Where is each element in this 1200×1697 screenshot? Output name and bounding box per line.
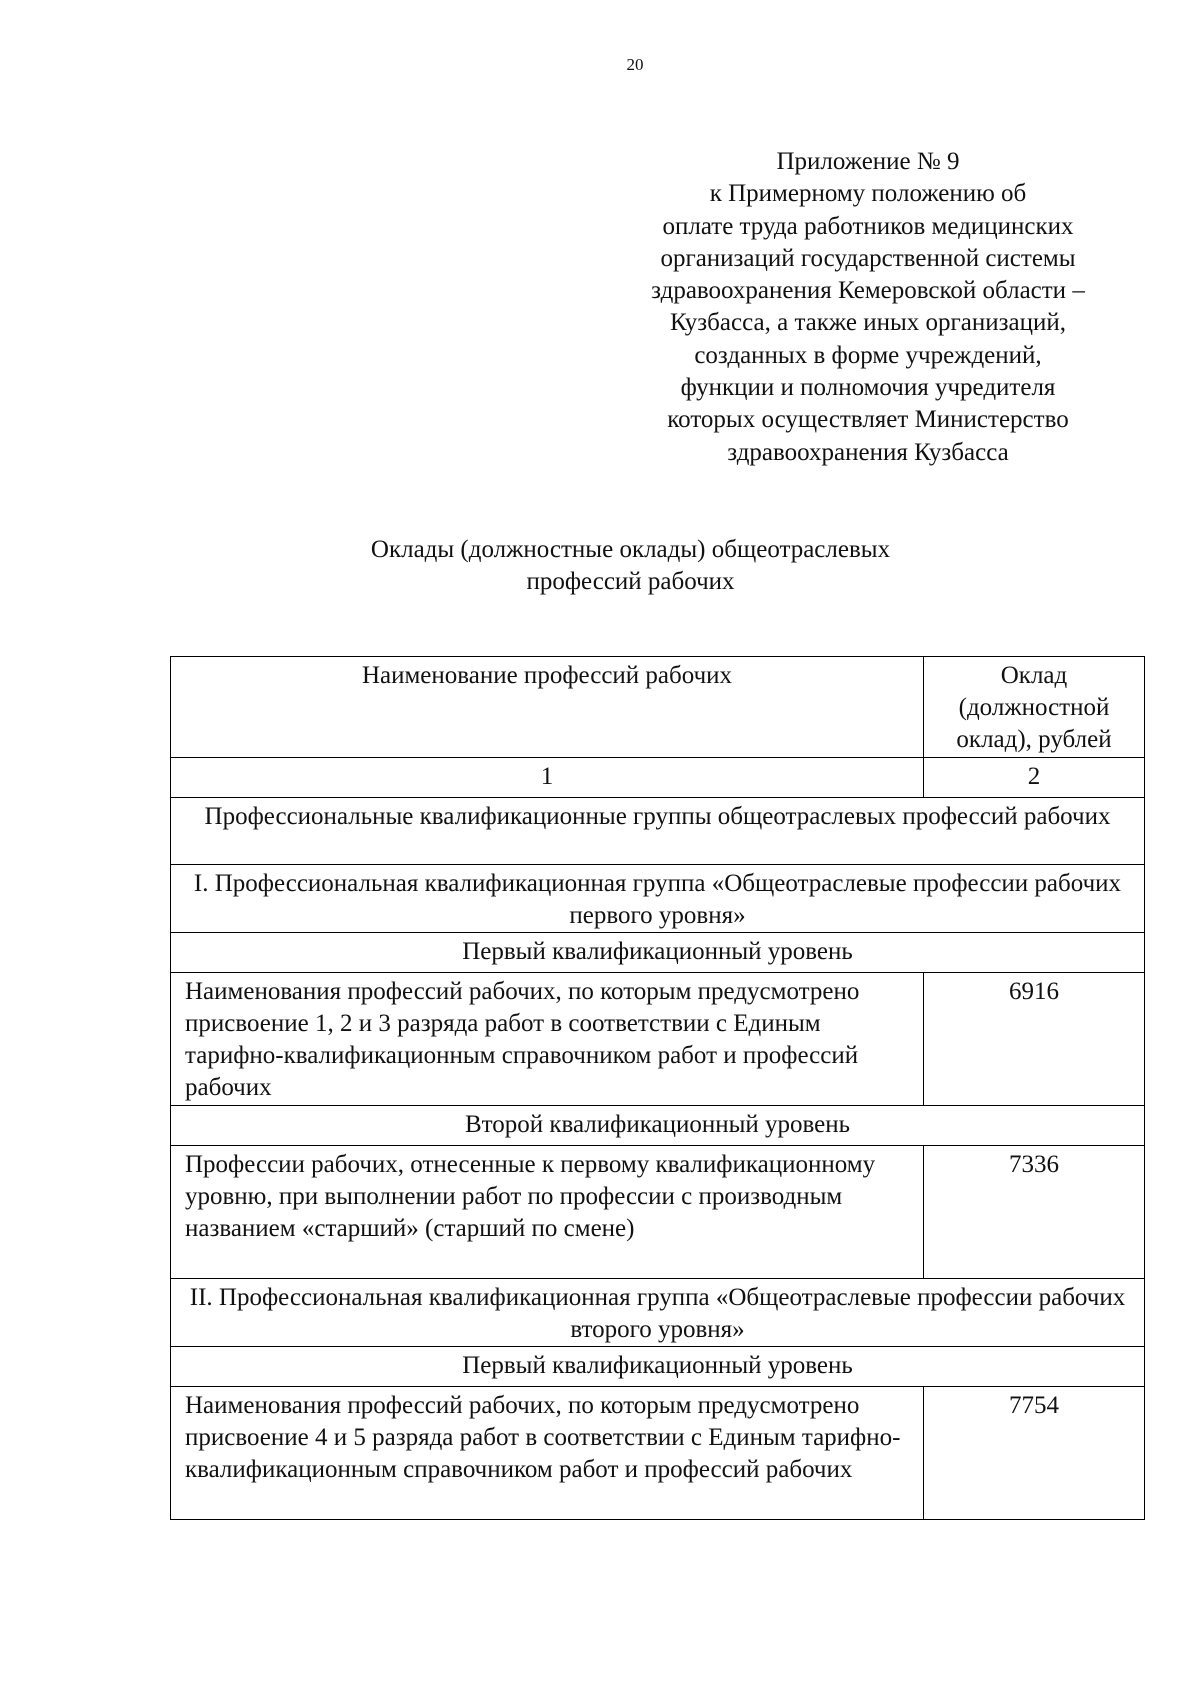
appendix-header bbox=[618, 146, 1118, 469]
group2-level1-salary-cell: 7754 bbox=[924, 1387, 1145, 1520]
group1-level2-title-cell: Второй квалификационный уровень bbox=[171, 1106, 1145, 1146]
appendix-line: здравоохранения Кемеровской области – bbox=[651, 277, 1085, 305]
group-title-row bbox=[171, 1279, 1145, 1347]
level-title-row bbox=[171, 1347, 1145, 1387]
group2-title-cell: II. Профессиональная квалификационная группа «Общеотраслевые профессии рабочих второго уровня» bbox=[171, 1279, 1145, 1347]
table-row bbox=[171, 1146, 1145, 1279]
group2-level1-description-cell: Наименования профессий рабочих, по которым предусмотрено присвоение 4 и 5 разряда работ в соответствии с Единым тарифно-квалификационным справочником работ и профессий рабочих bbox=[171, 1387, 924, 1520]
level-title-row bbox=[171, 1106, 1145, 1146]
table-row bbox=[171, 1387, 1145, 1520]
group1-level1-salary-cell: 6916 bbox=[924, 973, 1145, 1106]
appendix-line: к Примерному положению об bbox=[709, 180, 1027, 208]
appendix-line: Приложение № 9 bbox=[776, 148, 960, 175]
group1-level1-title-cell: Первый квалификационный уровень bbox=[171, 933, 1145, 973]
appendix-line: здравоохранения Кузбасса bbox=[727, 438, 1009, 466]
level-title-row bbox=[171, 933, 1145, 973]
appendix-line: оплате труда работников медицинских bbox=[662, 212, 1074, 240]
group1-level2-salary-cell: 7336 bbox=[924, 1146, 1145, 1279]
title-line: Оклады (должностные оклады) общеотраслевых bbox=[370, 536, 891, 563]
table-row bbox=[171, 973, 1145, 1106]
column-number-cell: 2 bbox=[924, 758, 1145, 798]
column-number-cell: 1 bbox=[171, 758, 924, 798]
group1-title-cell: I. Профессиональная квалификационная группа «Общеотраслевые профессии рабочих первого уровня» bbox=[171, 865, 1145, 933]
group2-level1-title-cell: Первый квалификационный уровень bbox=[171, 1347, 1145, 1387]
section-title-cell: Профессиональные квалификационные группы общеотраслевых профессий рабочих bbox=[171, 798, 1145, 865]
group1-level2-description-cell: Профессии рабочих, отнесенные к первому квалификационному уровню, при выполнении работ по профессии с производным названием «старший» (старший по смене) bbox=[171, 1146, 924, 1279]
appendix-line: организаций государственной системы bbox=[660, 244, 1076, 272]
document-title bbox=[0, 534, 1200, 598]
table-header-row bbox=[171, 657, 1145, 758]
appendix-line: которых осуществляет Министерство bbox=[667, 406, 1069, 434]
title-line: профессий рабочих bbox=[526, 568, 735, 595]
group-title-row bbox=[171, 865, 1145, 933]
header-name-cell: Наименование профессий рабочих bbox=[171, 657, 924, 758]
section-title-row bbox=[171, 798, 1145, 865]
appendix-line: функции и полномочия учредителя bbox=[680, 374, 1056, 402]
header-salary-cell: Оклад (должностной оклад), рублей bbox=[924, 657, 1145, 758]
column-number-row bbox=[171, 758, 1145, 798]
group1-level1-description-cell: Наименования профессий рабочих, по которым предусмотрено присвоение 1, 2 и 3 разряда работ в соответствии с Единым тарифно-квалификационным справочником работ и профессий рабочих bbox=[171, 973, 924, 1106]
appendix-line: Кузбасса, а также иных организаций, bbox=[670, 309, 1066, 337]
salary-table bbox=[170, 656, 1145, 1520]
appendix-line: созданных в форме учреждений, bbox=[694, 341, 1042, 369]
page-number: 20 bbox=[626, 55, 644, 74]
